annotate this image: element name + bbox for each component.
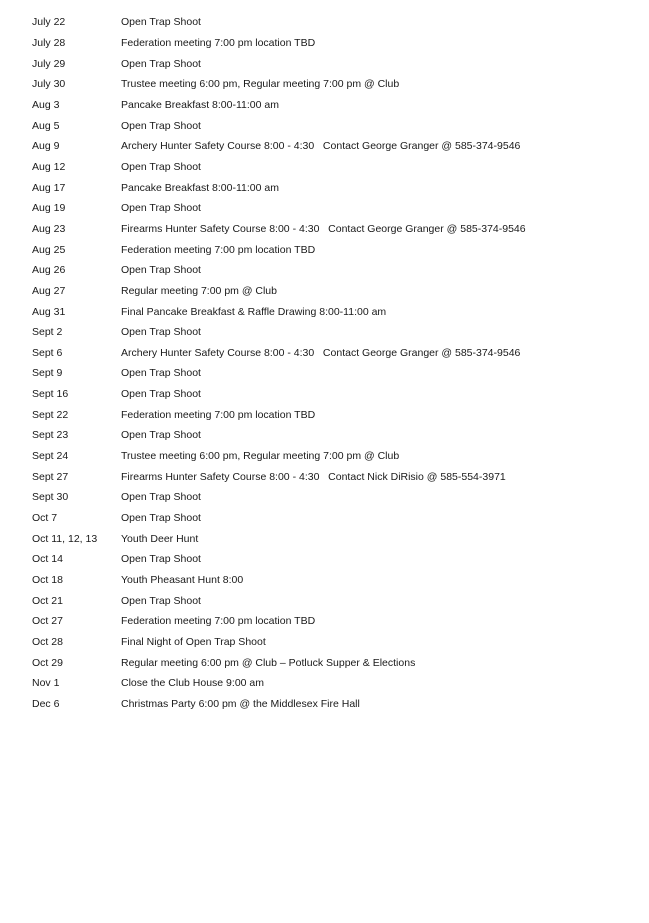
schedule-row	[32, 446, 632, 467]
event-date: Oct 18	[32, 574, 63, 587]
schedule-row	[32, 487, 632, 508]
event-date: Sept 2	[32, 326, 63, 339]
event-date: July 28	[32, 36, 66, 49]
event-date: Aug 27	[32, 284, 66, 297]
event-date: Aug 19	[32, 202, 66, 215]
event-description: Open Trap Shoot	[121, 160, 201, 173]
event-description: Final Night of Open Trap Shoot	[121, 636, 266, 649]
schedule-row	[32, 363, 632, 384]
event-date: Sept 6	[32, 346, 63, 359]
schedule-row	[32, 33, 632, 54]
event-description: Open Trap Shoot	[121, 429, 201, 442]
schedule-row	[32, 590, 632, 611]
schedule-row	[32, 136, 632, 157]
schedule-row	[32, 219, 632, 240]
event-description: Federation meeting 7:00 pm location TBD	[121, 36, 316, 49]
schedule-row	[32, 260, 632, 281]
event-date: Aug 17	[32, 181, 66, 194]
event-date: Aug 23	[32, 222, 66, 235]
event-date: Sept 16	[32, 388, 69, 401]
event-date: Oct 27	[32, 615, 63, 628]
event-description: Federation meeting 7:00 pm location TBD	[121, 243, 316, 256]
schedule-row	[32, 466, 632, 487]
schedule-row	[32, 632, 632, 653]
event-date: Sept 27	[32, 470, 69, 483]
event-date: July 22	[32, 16, 66, 29]
event-description: Firearms Hunter Safety Course 8:00 - 4:30 Contact Nick DiRisio @ 585-554-3971	[121, 470, 506, 483]
event-description: Christmas Party 6:00 pm @ the Middlesex Fire Hall	[121, 697, 360, 710]
schedule-row	[32, 404, 632, 425]
event-description: Trustee meeting 6:00 pm, Regular meeting 7:00 pm @ Club	[121, 78, 400, 91]
schedule-row	[32, 157, 632, 178]
event-description: Open Trap Shoot	[121, 594, 201, 607]
event-description: Open Trap Shoot	[121, 326, 201, 339]
event-description: Open Trap Shoot	[121, 202, 201, 215]
event-description: Final Pancake Breakfast & Raffle Drawing 8:00-11:00 am	[121, 305, 387, 318]
event-description: Open Trap Shoot	[121, 264, 201, 277]
event-description: Open Trap Shoot	[121, 57, 201, 70]
event-description: Youth Deer Hunt	[121, 532, 199, 545]
schedule-row	[32, 549, 632, 570]
event-description: Open Trap Shoot	[121, 388, 201, 401]
schedule-row	[32, 343, 632, 364]
event-description: Regular meeting 7:00 pm @ Club	[121, 284, 277, 297]
event-description: Federation meeting 7:00 pm location TBD	[121, 615, 316, 628]
schedule-row	[32, 570, 632, 591]
schedule-row	[32, 177, 632, 198]
schedule-row	[32, 694, 632, 715]
event-date: Aug 26	[32, 264, 66, 277]
schedule-row	[32, 384, 632, 405]
event-date: Oct 7	[32, 512, 58, 525]
event-date: Aug 3	[32, 98, 60, 111]
event-date: July 30	[32, 78, 66, 91]
schedule-row	[32, 652, 632, 673]
event-description: Trustee meeting 6:00 pm, Regular meeting 7:00 pm @ Club	[121, 450, 400, 463]
schedule-row	[32, 12, 632, 33]
event-date: Sept 23	[32, 429, 69, 442]
event-description: Pancake Breakfast 8:00-11:00 am	[121, 181, 279, 194]
event-date: Oct 14	[32, 553, 63, 566]
event-date: Oct 21	[32, 594, 63, 607]
schedule-row	[32, 74, 632, 95]
event-description: Federation meeting 7:00 pm location TBD	[121, 408, 316, 421]
event-date: Aug 9	[32, 140, 60, 153]
event-description: Open Trap Shoot	[121, 553, 201, 566]
schedule-row	[32, 198, 632, 219]
schedule-row	[32, 673, 632, 694]
event-schedule	[32, 12, 632, 714]
event-date: Aug 12	[32, 160, 66, 173]
event-description: Open Trap Shoot	[121, 119, 201, 132]
schedule-row	[32, 115, 632, 136]
schedule-row	[32, 239, 632, 260]
event-date: Sept 22	[32, 408, 69, 421]
event-description: Firearms Hunter Safety Course 8:00 - 4:30 Contact George Granger @ 585-374-9546	[121, 222, 526, 235]
event-date: Aug 25	[32, 243, 66, 256]
schedule-row	[32, 322, 632, 343]
event-description: Archery Hunter Safety Course 8:00 - 4:30 Contact George Granger @ 585-374-9546	[121, 346, 521, 359]
event-date: Nov 1	[32, 677, 60, 690]
schedule-row	[32, 301, 632, 322]
schedule-row	[32, 611, 632, 632]
schedule-row	[32, 528, 632, 549]
event-description: Open Trap Shoot	[121, 16, 201, 29]
event-date: Dec 6	[32, 697, 60, 710]
schedule-row	[32, 508, 632, 529]
schedule-row	[32, 95, 632, 116]
event-description: Archery Hunter Safety Course 8:00 - 4:30 Contact George Granger @ 585-374-9546	[121, 140, 521, 153]
event-description: Pancake Breakfast 8:00-11:00 am	[121, 98, 279, 111]
event-date: Sept 30	[32, 491, 69, 504]
event-description: Close the Club House 9:00 am	[121, 677, 264, 690]
event-date: July 29	[32, 57, 66, 70]
event-date: Oct 11, 12, 13	[32, 532, 98, 545]
event-description: Open Trap Shoot	[121, 491, 201, 504]
event-description: Regular meeting 6:00 pm @ Club – Potluck Supper & Elections	[121, 656, 416, 669]
event-date: Aug 5	[32, 119, 60, 132]
event-date: Aug 31	[32, 305, 66, 318]
event-date: Oct 29	[32, 656, 63, 669]
event-description: Youth Pheasant Hunt 8:00	[121, 574, 244, 587]
schedule-row	[32, 53, 632, 74]
schedule-row	[32, 425, 632, 446]
event-description: Open Trap Shoot	[121, 512, 201, 525]
schedule-row	[32, 281, 632, 302]
event-date: Sept 24	[32, 450, 69, 463]
event-description: Open Trap Shoot	[121, 367, 201, 380]
event-date: Sept 9	[32, 367, 63, 380]
event-date: Oct 28	[32, 636, 63, 649]
